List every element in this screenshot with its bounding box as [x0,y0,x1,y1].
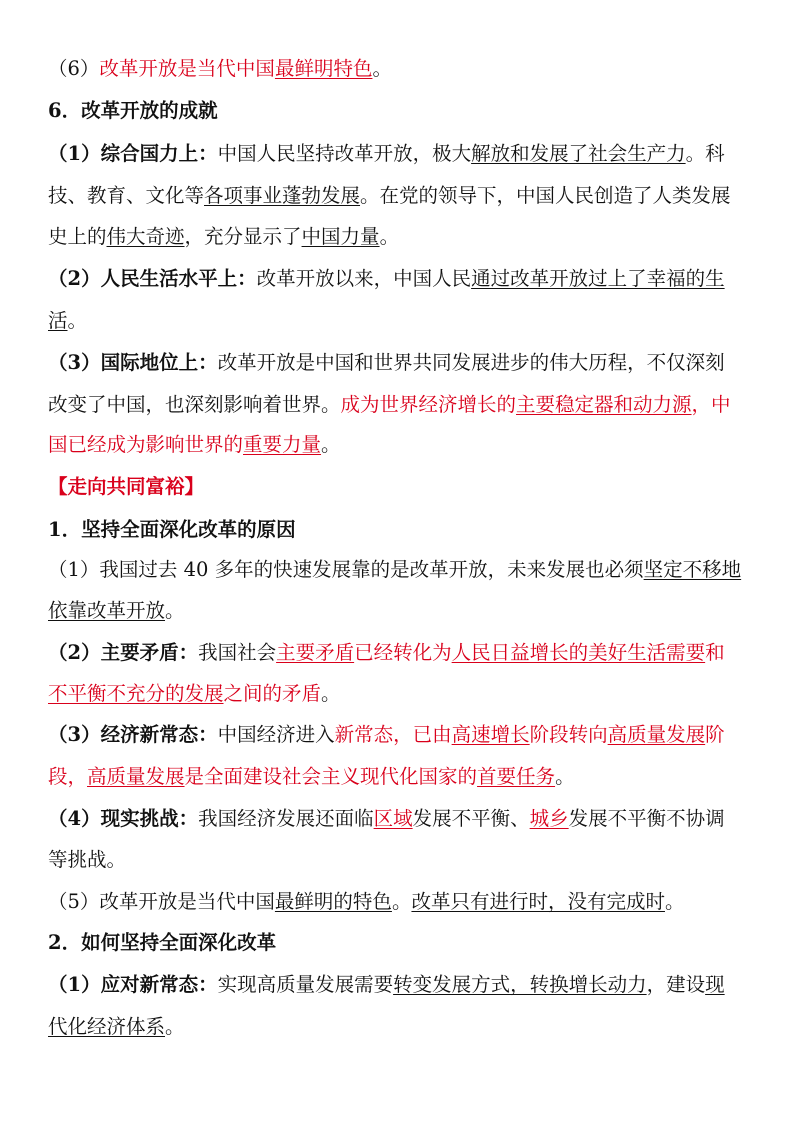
text-segment: 区域 [373,807,413,830]
text-segment: 转变发展方式，转换增长动力 [393,973,647,996]
text-segment: 成为世界经济增长的 [340,393,517,416]
text-segment: ，充分显示了 [184,225,302,248]
text-segment: 主要稳定器和动力源 [516,393,692,416]
text-segment: （5）改革开放是当代中国 [48,890,275,913]
text-segment: 改革开放以来，中国人民 [256,267,472,290]
text-segment: （2）人民生活水平上： [48,267,257,290]
text-segment: 实现高质量发展需要 [217,973,394,996]
text-segment: 。科 [685,142,725,165]
text-segment: 重要力量 [243,433,322,456]
text-segment: 。 [555,765,575,788]
text-segment: （1）综合国力上： [48,142,218,165]
text-line [48,889,684,915]
text-line [48,266,725,292]
text-segment: 2．如何坚持全面深化改革 [48,931,277,954]
text-segment: 。 [321,433,341,456]
text-segment: 首要任务 [477,765,556,788]
section-title [48,474,204,500]
text-segment: 1．坚持全面深化改革的原因 [48,518,296,541]
text-segment: 和 [705,641,725,664]
text-segment: 高质量发展 [87,765,185,788]
text-segment: 6．改革开放的成就 [48,99,218,122]
text-line [48,847,126,873]
text-segment: 依靠改革开放 [48,599,166,622]
text-segment: 已经转化为 [354,641,452,664]
text-segment: （3）国际地位上： [48,351,218,374]
text-segment: 各项事业蓬勃发展 [204,184,361,207]
text-segment: 最鲜明特色 [274,57,373,80]
text-segment: 中国力量 [301,225,380,248]
text-segment: （6） [48,57,100,80]
text-segment: 我国经济发展还面临 [198,807,374,830]
text-line [48,806,725,832]
text-segment: 改革只有进行时，没有完成时 [411,890,665,913]
text-segment: 发展不平衡不协调 [568,807,725,830]
text-segment: 【走向共同富裕】 [48,475,205,498]
text-segment: 中国人民坚持改革开放，极大 [217,142,472,165]
text-segment: 新常态，已由 [334,723,452,746]
text-line [48,308,87,334]
text-segment: 我国社会 [198,641,277,664]
text-segment: 阶 [705,723,725,746]
text-segment: 段， [48,765,88,788]
text-segment: 最鲜明的特色 [274,890,392,913]
text-segment: 。 [67,309,88,332]
text-segment: 伟大奇迹 [106,225,185,248]
text-line [48,722,725,748]
text-segment: 高速增长 [451,723,530,746]
text-segment: 发展不平衡、 [412,807,530,830]
text-line [48,1014,185,1040]
text-segment: 高质量发展 [607,723,706,746]
text-segment: 。 [379,225,400,248]
text-segment: 活 [48,309,68,332]
text-segment: 。 [372,57,392,80]
text-segment: 改革开放是当代中国 [99,57,275,80]
text-line [48,392,731,418]
text-segment: 等挑战。 [48,848,127,871]
text-segment: 。 [321,682,341,705]
text-segment: 改变了中国，也深刻影响着世界。 [48,393,341,416]
text-segment: 人民日益增长的美好生活需要 [451,641,706,664]
text-segment: 现 [705,973,725,996]
text-segment: 是全面建设社会主义现代化国家的 [184,765,478,788]
text-line [48,681,341,707]
text-segment: 。 [165,1015,185,1038]
text-segment: （3）经济新常态： [48,723,218,746]
text-segment: 史上的 [48,225,107,248]
text-segment: 坚定不移地 [643,558,742,581]
text-line [48,557,741,583]
text-segment: 城乡 [529,807,569,830]
section-heading [48,517,296,543]
text-segment: 。 [664,890,685,913]
text-segment: 之间的矛盾 [223,682,322,705]
text-segment: 主要矛盾 [276,641,355,664]
text-segment: 。 [165,599,185,622]
text-segment: 阶段转向 [529,723,608,746]
text-segment: 中国经济进入 [217,723,335,746]
text-segment: 技、教育、文化等 [48,184,205,207]
section-heading [48,98,218,124]
text-line [48,183,731,209]
text-segment: 国已经成为影响世界的 [48,433,244,456]
text-segment: （2）主要矛盾： [48,641,199,664]
text-line [48,141,725,167]
text-segment: （1）应对新常态： [48,973,218,996]
text-segment: 通过改革开放过上了幸福的生 [471,267,725,290]
text-line [48,640,725,666]
text-segment: ，中 [691,393,731,416]
text-line [48,432,341,458]
text-segment: 。在党的领导下，中国人民创造了人类发展 [360,184,731,207]
text-segment: 解放和发展了社会生产力 [471,142,686,165]
text-segment: （4）现实挑战： [48,807,199,830]
text-segment: 改革开放是中国和世界共同发展进步的伟大历程，不仅深刻 [217,351,725,374]
text-segment: ，建设 [646,973,706,996]
text-segment: 。 [391,890,412,913]
text-line [48,350,725,376]
text-line [48,598,185,624]
text-line [48,224,399,250]
text-segment: （1）我国过去 40 多年的快速发展靠的是改革开放，未来发展也必须 [48,558,644,581]
text-segment: 代化经济体系 [48,1015,166,1038]
text-line [48,764,575,790]
text-line [48,56,392,82]
section-heading [48,930,276,956]
text-line [48,972,725,998]
text-segment: 不平衡不充分的发展 [48,682,224,705]
